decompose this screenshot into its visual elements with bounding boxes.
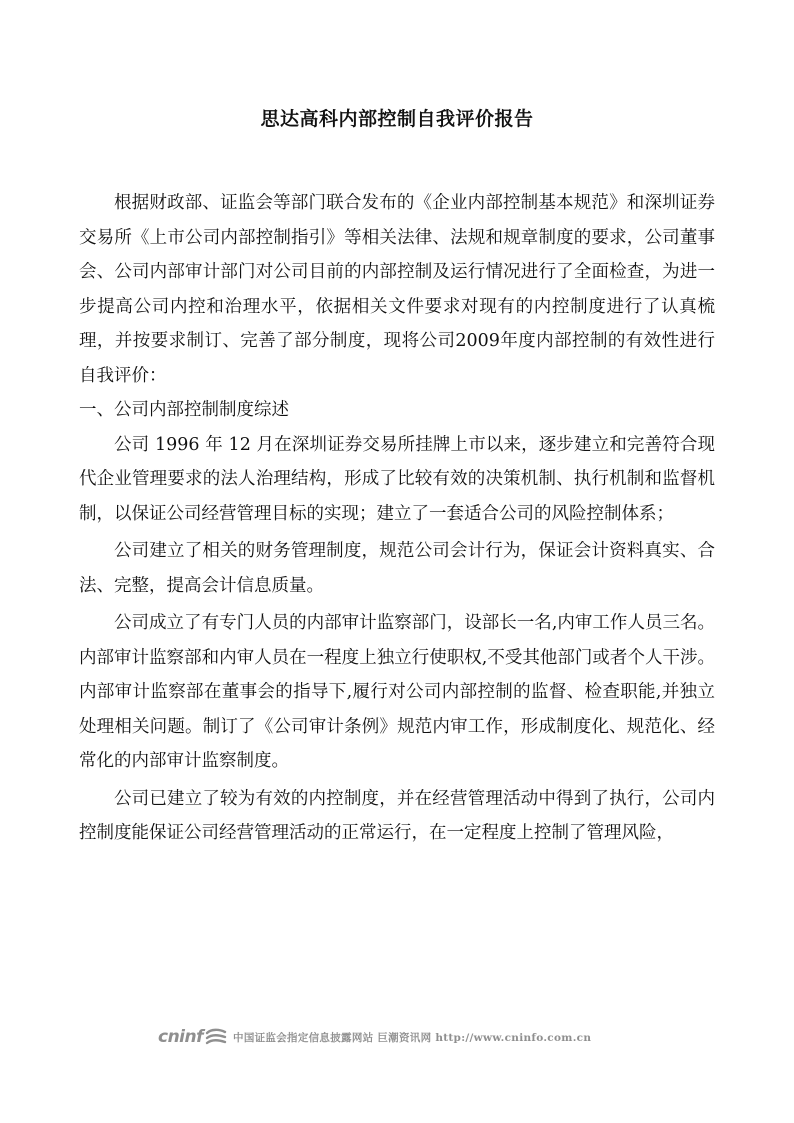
footer-brand: cninf: [158, 1027, 204, 1047]
intro-paragraph: 根据财政部、证监会等部门联合发布的《企业内部控制基本规范》和深圳证券交易所《上市公司内部控制指引》等相关法律、法规和规章制度的要求，公司董事会、公司内部审计部门对公司目前的内部控制及运行情况进行了全面检查，为进一步提高公司内控和治理水平，依据相关文件要求对现有的内控制度进行了认真梳理，并按要求制订、完善了部分制度，现将公司2009年度内部控制的有效性进行自我评价：: [79, 193, 715, 386]
section-heading: 一、公司内部控制制度综述: [79, 400, 289, 420]
section-paragraph-2: 公司建立了相关的财务管理制度，规范公司会计行为，保证会计资料真实、合法、完整，提高会计信息质量。: [79, 541, 715, 596]
section-paragraph-4: 公司已建立了较为有效的内控制度，并在经营管理活动中得到了执行，公司内控制度能保证公司经营管理活动的正常运行，在一定程度上控制了管理风险，: [79, 788, 715, 843]
document-body: [79, 186, 715, 851]
section-paragraph-3: 公司成立了有专门人员的内部审计监察部门，设部长一名,内审工作人员三名。内部审计监察部和内审人员在一程度上独立行使职权,不受其他部门或者个人干涉。内部审计监察部在董事会的指导下,履行对公司内部控制的监督、检查职能,并独立处理相关问题。制订了《公司审计条例》规范内审工作，形成制度化、规范化、经常化的内部审计监察制度。: [79, 613, 715, 771]
page-footer: [158, 1025, 591, 1049]
footer-text: 中国证监会指定信息披露网站 巨潮资讯网 http://www.cninfo.com.cn: [233, 1031, 592, 1044]
cninfo-logo-icon: [205, 1028, 227, 1046]
document-title: 思达高科内部控制自我评价报告: [260, 108, 534, 130]
section-paragraph-1: 公司 1996 年 12 月在深圳证券交易所挂牌上市以来，逐步建立和完善符合现代企业管理要求的法人治理结构，形成了比较有效的决策机制、执行机制和监督机制，以保证公司经营管理目标的实现；建立了一套适合公司的风险控制体系；: [79, 434, 715, 524]
